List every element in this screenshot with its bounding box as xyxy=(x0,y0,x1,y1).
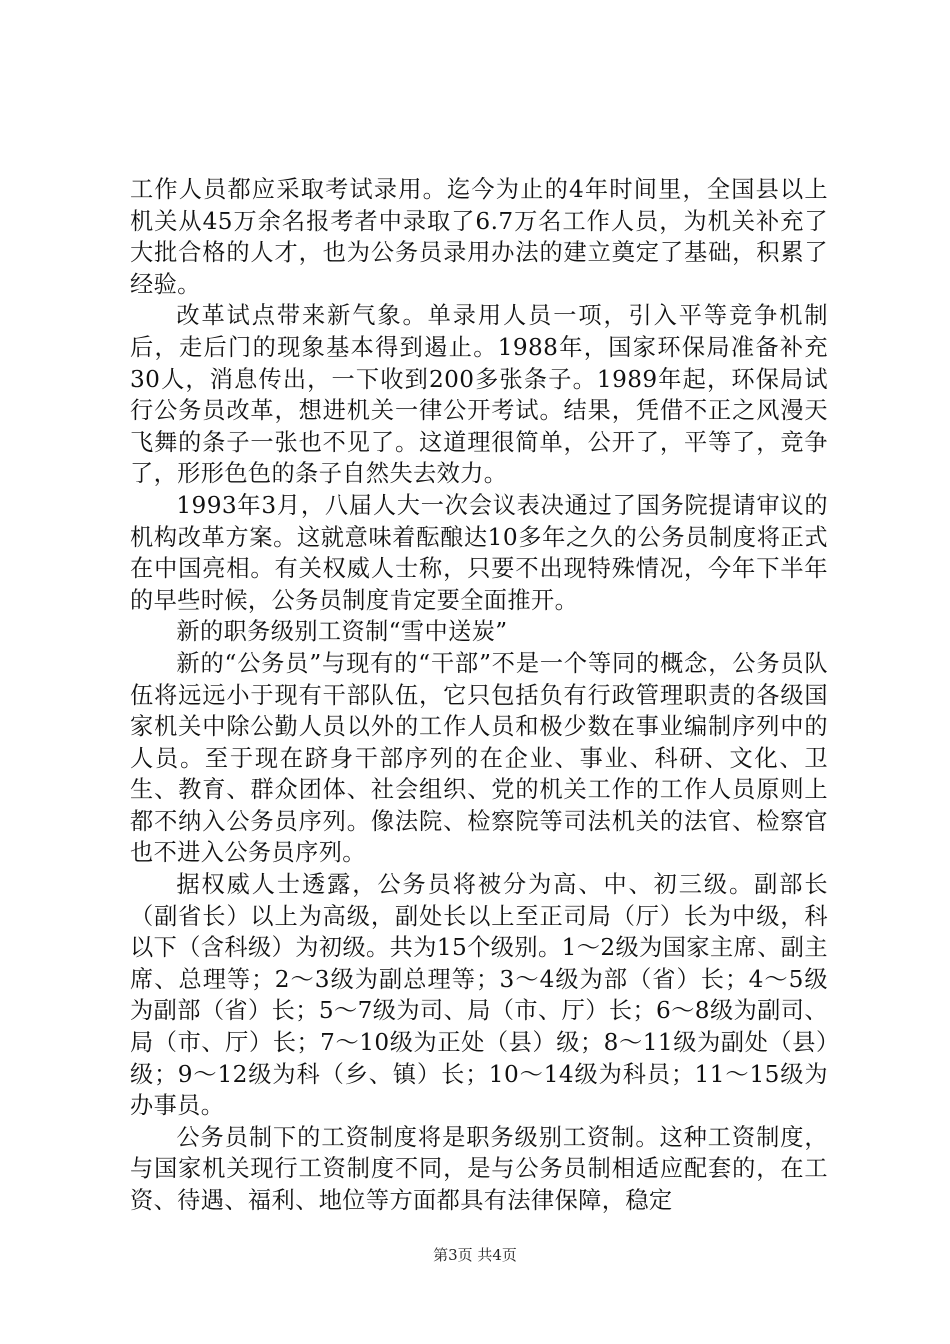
paragraph: 1993年3月，八届人大一次会议表决通过了国务院提请审议的机构改革方案。这就意味着酝酿达10多年之久的公务员制度将正式在中国亮相。有关权威人士称，只要不出现特殊情况，今年下半年的早些时候，公务员制度肯定要全面推开。 xyxy=(130,491,828,614)
paragraph: 公务员制下的工资制度将是职务级别工资制。这种工资制度，与国家机关现行工资制度不同，是与公务员制相适应配套的，在工资、待遇、福利、地位等方面都具有法律保障，稳定 xyxy=(130,1123,828,1214)
page-footer xyxy=(0,1245,950,1265)
paragraph: 工作人员都应采取考试录用。迄今为止的4年时间里，全国县以上机关从45万余名报考者中录取了6.7万名工作人员，为机关补充了大批合格的人才，也为公务员录用办法的建立奠定了基础，积累了经验。 xyxy=(130,176,828,298)
section-heading: 新的职务级别工资制“雪中送炭” xyxy=(176,618,508,646)
paragraph: 改革试点带来新气象。单录用人员一项，引入平等竞争机制后，走后门的现象基本得到遏止。1988年，国家环保局准备补充30人，消息传出，一下收到200多张条子。1989年起，环保局试行公务员改革，想进机关一律公开考试。结果，凭借不正之风漫天飞舞的条子一张也不见了。这道理很简单，公开了，平等了，竞争了，形形色色的条子自然失去效力。 xyxy=(130,302,828,488)
paragraph: 据权威人士透露，公务员将被分为高、中、初三级。副部长（副省长）以上为高级，副处长以上至正司局（厅）长为中级，科以下（含科级）为初级。共为15个级别。1～2级为国家主席、副主席、总理等；2～3级为副总理等；3～4级为部（省）长；4～5级为副部（省）长；5～7级为司、局（市、厅）长；6～8级为副司、局（市、厅）长；7～10级为正处（县）级；8～11级为副处（县）级；9～12级为科（乡、镇）长；10～14级为科员；11～15级为办事员。 xyxy=(130,871,828,1120)
paragraph: 新的“公务员”与现有的“干部”不是一个等同的概念，公务员队伍将远远小于现有干部队伍，它只包括负有行政管理职责的各级国家机关中除公勤人员以外的工作人员和极少数在事业编制序列中的人员。至于现在跻身干部序列的在企业、事业、科研、文化、卫生、教育、群众团体、社会组织、党的机关工作的工作人员原则上都不纳入公务员序列。像法院、检察院等司法机关的法官、检察官也不进入公务员序列。 xyxy=(130,649,828,867)
document-body xyxy=(130,174,828,1217)
page-number: 第3页 共4页 xyxy=(433,1246,517,1264)
